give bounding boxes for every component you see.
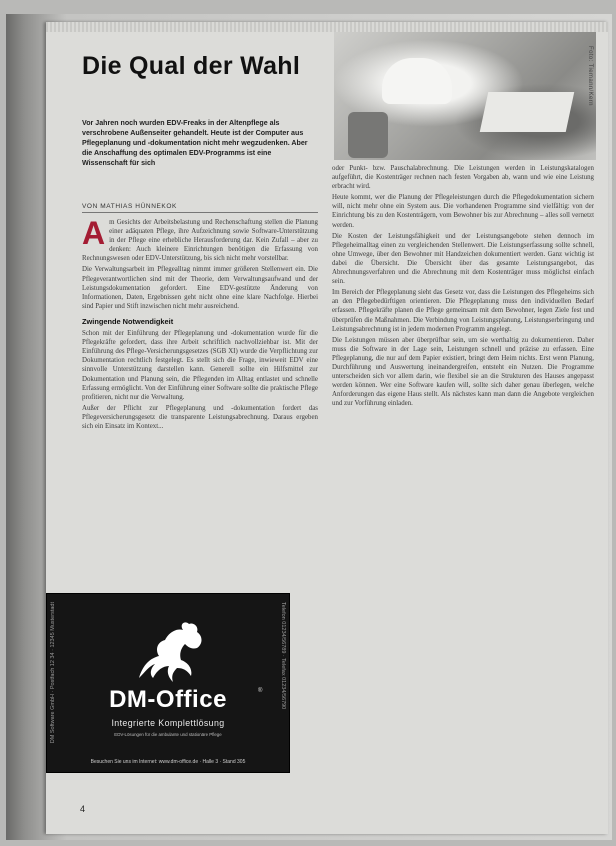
ad-side-address: DM Software GmbH · Postfach 12 34 · 12345 Musterstadt xyxy=(50,602,56,744)
photo-credit: Foto: Tiemann/Kern xyxy=(587,46,593,106)
body-paragraph: Die Kosten der Leistungsfähigkeit und der Leistungsangebote stehen dennoch im Pflegeheimalltag einen zu vergleichenden Stellenwert. Die Leistungserfassung sollte schnell, ohne Umwege, über den Bewohner mit Handzeichen dokumentiert werden. Ganz wichtig ist dabei die Übersicht. Die Übersicht über das gesamte Leistungsangebot, das Abrechnungsverfahren und die Abrechnung mit dem Kostenträger muss möglichst einfach sein. xyxy=(332,232,594,286)
body-paragraph: Heute kommt, wer die Planung der Pflegeleistungen durch die Pflegedokumentation sichern will, nicht mehr ohne ein System aus. Die vorhandenen Programme sind vielfältig: von der Einrichtung bis zu den Kostenträgern, vom Bewohner bis zur Abrechnung – alles soll vernetzt werden. xyxy=(332,194,594,229)
header-band xyxy=(46,22,608,32)
ad-tagline: Integrierte Komplettlösung xyxy=(111,718,225,728)
ad-footer: Besuchen Sie uns im Internet: www.dm-office.de · Halle 3 · Stand 305 xyxy=(90,759,246,765)
article-photo xyxy=(334,32,596,160)
photo-desk-shape xyxy=(480,92,575,132)
body-paragraph: Im Bereich der Pflegeplanung sieht das Gesetz vor, dass die Leistungen des Pflegeheims sich an den Pflegebedürftigen orientieren. Die Pflegeplanung muss den individuellen Bedarf erfassen. Pflegekräfte planen die Pflege gemeinsam mit dem Bewohner, legen Ziele fest und überprüfen die Maßnahmen. Die Verbindung von Leistungsplanung, Leistungserbringung und Leistungsabrechnung ist in jedem modernen Programm angelegt. xyxy=(332,289,594,333)
photo-person-shape xyxy=(382,58,452,104)
right-column xyxy=(332,164,594,410)
body-paragraph xyxy=(82,215,318,263)
advertisement[interactable] xyxy=(46,593,290,773)
article-teaser: Vor Jahren noch wurden EDV-Freaks in der Altenpflege als verschrobene Außenseiter gehandelt. Heute ist der Computer aus Pflegeplanung und -dokumentation nicht mehr wegzudenken. Aber die Anschaffung des optimalen EDV-Programms ist eine Wissenschaft für sich xyxy=(82,119,308,167)
body-text: m Gesichts der Arbeitsbelastung und Rechenschaftung stellen die Planung einer adäquaten Pflege, ihre Aufzeichnung sowie Software-Unterstützung in der Pflege eine erhebliche Herausforderung dar. Kein Zufall – aber zu denken: Auch kleinere Einrichtungen benötigen die Erfassung von Rechnungswesen oder EDV-Unterstützung, bis sich nicht mehr vorstellbar. xyxy=(82,219,318,263)
photo-monitor-shape xyxy=(348,112,388,158)
article-byline: VON MATHIAS HÜNNEKOK xyxy=(82,203,318,213)
registered-mark: ® xyxy=(258,688,263,694)
body-paragraph: Außer der Pflicht zur Pflegeplanung und -dokumentation fordert das Pflegeversicherungsgesetz die transparente Leistungsabrechnung. Daraus ergeben sich ein Einsatz im Kontext... xyxy=(82,404,318,430)
section-subhead: Zwingende Notwendigkeit xyxy=(82,316,174,326)
ad-side-contact: Telefon 01234/56789 · Telefax 01234/56790 xyxy=(280,602,286,710)
body-paragraph: Die Verwaltungsarbeit im Pflegealltag nimmt immer größeren Stellenwert ein. Die Pflegeverantwortlichen sind mit der Theorie, dem Verwaltungsaufwand und der Leistungsdokumentation gefordert. Eine EDV-gestützte Änderung von Informationen, Daten, Ergebnissen geht nicht ohne eine klare Nachfolge. Hierbei sind Papier und Stift inzwischen nicht mehr ausreichend. xyxy=(82,266,318,310)
left-column xyxy=(82,215,318,433)
body-paragraph: oder Punkt- bzw. Pauschalabrechnung. Die Leistungen werden in Leistungskatalogen aufgeführt, die Kostenträger rechnen nach festen Vorgaben ab, wann und wie eine Leistung erbracht wird. xyxy=(332,165,594,191)
ad-brand: DM-Office xyxy=(109,686,227,713)
ad-smallprint: EDV-Lösungen für die ambulante und stationäre Pflege xyxy=(114,732,222,737)
body-paragraph: Schon mit der Einführung der Pflegeplanung und -dokumentation wurde für die Pflegekräfte gefordert, dass ihre Arbeit schriftlich nachvollziehbar ist. Mit der Einführung des Pflege-Versicherungsgesetzes (SGB XI) wurde die Verpflichtung zur Dokumentation rechtlich festgelegt. Es stellt sich die Frage, inwieweit EDV eine sinnvolle Unterstützung darstellen kann. Generell sollte ein Hilfsmittel zur Dokumentation und Planung sein, die Pflegenden im Alltag entlastet und schnelle Erfassung ermöglicht. Von der Einführung einer Software sollte die praktische Pflege profitieren, nicht nur die Verwaltung. xyxy=(82,330,318,401)
body-paragraph: Die Leistungen müssen aber überprüfbar sein, um sie werthaltig zu dokumentieren. Daher muss die Software in der Lage sein, Leistungen schnell und präzise zu erfassen. Eine Pflegeplanung, die nur auf dem Papier existiert, bringt dem Heim nichts. Erst wenn Planung, Durchführung und Auswertung ineinandergreifen, entsteht ein Nutzen. Die Programme unterscheiden sich vor allem darin, wie flexibel sie an die Strukturen des Hauses angepasst werden können. Wer eine Software kaufen will, sollte sich daher genau überlegen, welche Anforderungen das eigene Haus stellt. Als nächstes kann man dann die Angebote vergleichen und zur Vorführung einladen. xyxy=(332,336,594,408)
article-title: Die Qual der Wahl xyxy=(82,52,301,80)
page-marker: 4 xyxy=(80,804,86,814)
drop-cap: A xyxy=(82,215,106,251)
horse-logo-icon xyxy=(129,618,209,684)
